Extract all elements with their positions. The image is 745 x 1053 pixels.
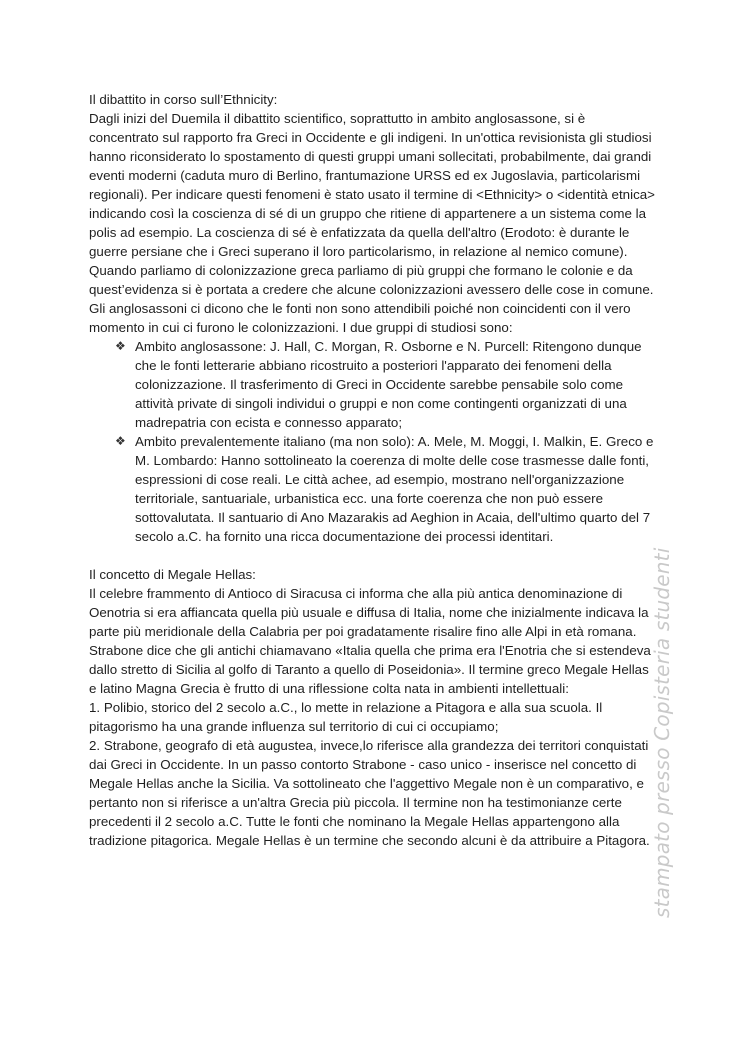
bullet-text: Ambito anglosassone: J. Hall, C. Morgan, R. Osborne e N. Purcell: Ritengono dunque che le fonti letterarie abbiano ricostruito a posteriori l'apparato dei fenomeni della colonizzazione. Il trasferimento di Greci in Occidente sarebbe pensabile solo come attività private di singoli individui o gruppi e non come contingenti organizzati di una madrepatria con ecista e connesso apparato;: [135, 339, 642, 430]
paragraph-ethnicity: Dagli inizi del Duemila il dibattito scientifico, soprattutto in ambito anglosassone, si è concentrato sul rapporto fra Greci in Occidente e gli indigeni. In un'ottica revisionista gli studiosi hanno riconsiderato lo spostamento di questi gruppi umani sollecitati, probabilmente, dai grandi eventi moderni (caduta muro di Berlino, frantumazione URSS ed ex Jugoslavia, particolarismi regionali). Per indicare questi fenomeni è stato usato il termine di <Ethnicity> o <identità etnica> indicando così la coscienza di sé di un gruppo che ritiene di appartenere a un sistema come la polis ad esempio. La coscienza di sé è enfatizzata da quella dell'altro (Erodoto: è durante le guerre persiane che i Greci superano il loro particolarismo, in relazione al nemico comune). Quando parliamo di colonizzazione greca parliamo di più gruppi che formano le colonie e da quest’evidenza si è portata a credere che alcune colonizzazioni avessero delle cose in comune. Gli anglosassoni ci dicono che le fonti non sono attendibili poiché non coincidenti con il vero momento in cui ci furono le colonizzazioni. I due gruppi di studiosi sono:: [89, 111, 655, 335]
diamond-bullet-icon: ❖: [115, 339, 126, 353]
section-gap: [89, 546, 657, 565]
paragraph-megale-hellas: Il celebre frammento di Antioco di Siracusa ci informa che alla più antica denominazione di Oenotria si era affiancata quella più usuale e diffusa di Italia, nome che inizialmente indicava la parte più meridionale della Calabria per poi gradatamente risalire fino alle Alpi in età romana. Strabone dice che gli antichi chiamavano «Italia quella che prima era l'Enotria che si estendeva dallo stretto di Sicilia al golfo di Taranto a quello di Poseidonia». Il termine greco Megale Hellas e latino Magna Grecia è frutto di una riflessione colta nata in ambienti intellettuali:: [89, 586, 651, 696]
list-item: [115, 337, 657, 432]
diamond-bullet-icon: ❖: [115, 434, 126, 448]
section-title-megale-hellas: Il concetto di Megale Hellas:: [89, 567, 256, 582]
document-page: [89, 90, 657, 850]
scholars-bullet-list: [89, 337, 657, 546]
numbered-item-strabone: 2. Strabone, geografo di età augustea, invece,lo riferisce alla grandezza dei territori conquistati dai Greci in Occidente. In un passo contorto Strabone - caso unico - inserisce nel concetto di Megale Hellas anche la Sicilia. Va sottolineato che l'aggettivo Megale non è un comparativo, e pertanto non si riferisce a un'altra Grecia più piccola. Il termine non ha testimonianze certe precedenti il 2 secolo a.C. Tutte le fonti che nominano la Megale Hellas appartengono alla tradizione pitagorica. Megale Hellas è un termine che secondo alcuni è da attribuire a Pitagora.: [89, 738, 650, 848]
numbered-item-polibio: 1. Polibio, storico del 2 secolo a.C., lo mette in relazione a Pitagora e alla sua scuola. Il pitagorismo ha una grande influenza sul territorio di cui ci occupiamo;: [89, 700, 603, 734]
section-title-ethnicity: Il dibattito in corso sull’Ethnicity:: [89, 92, 278, 107]
print-watermark: stampato presso Copisteria studenti: [650, 547, 674, 918]
list-item: [115, 432, 657, 546]
bullet-text: Ambito prevalentemente italiano (ma non solo): A. Mele, M. Moggi, I. Malkin, E. Greco e M. Lombardo: Hanno sottolineato la coerenza di molte delle cose trasmesse dalle fonti, espressioni di cose reali. Le città achee, ad esempio, mostrano nell'organizzazione territoriale, santuariale, urbanistica ecc. una forte coerenza che non può essere sottovalutata. Il santuario di Ano Mazarakis ad Aeghion in Acaia, dell'ultimo quarto del 7 secolo a.C. ha fornito una ricca documentazione dei processi identitari.: [135, 434, 654, 544]
